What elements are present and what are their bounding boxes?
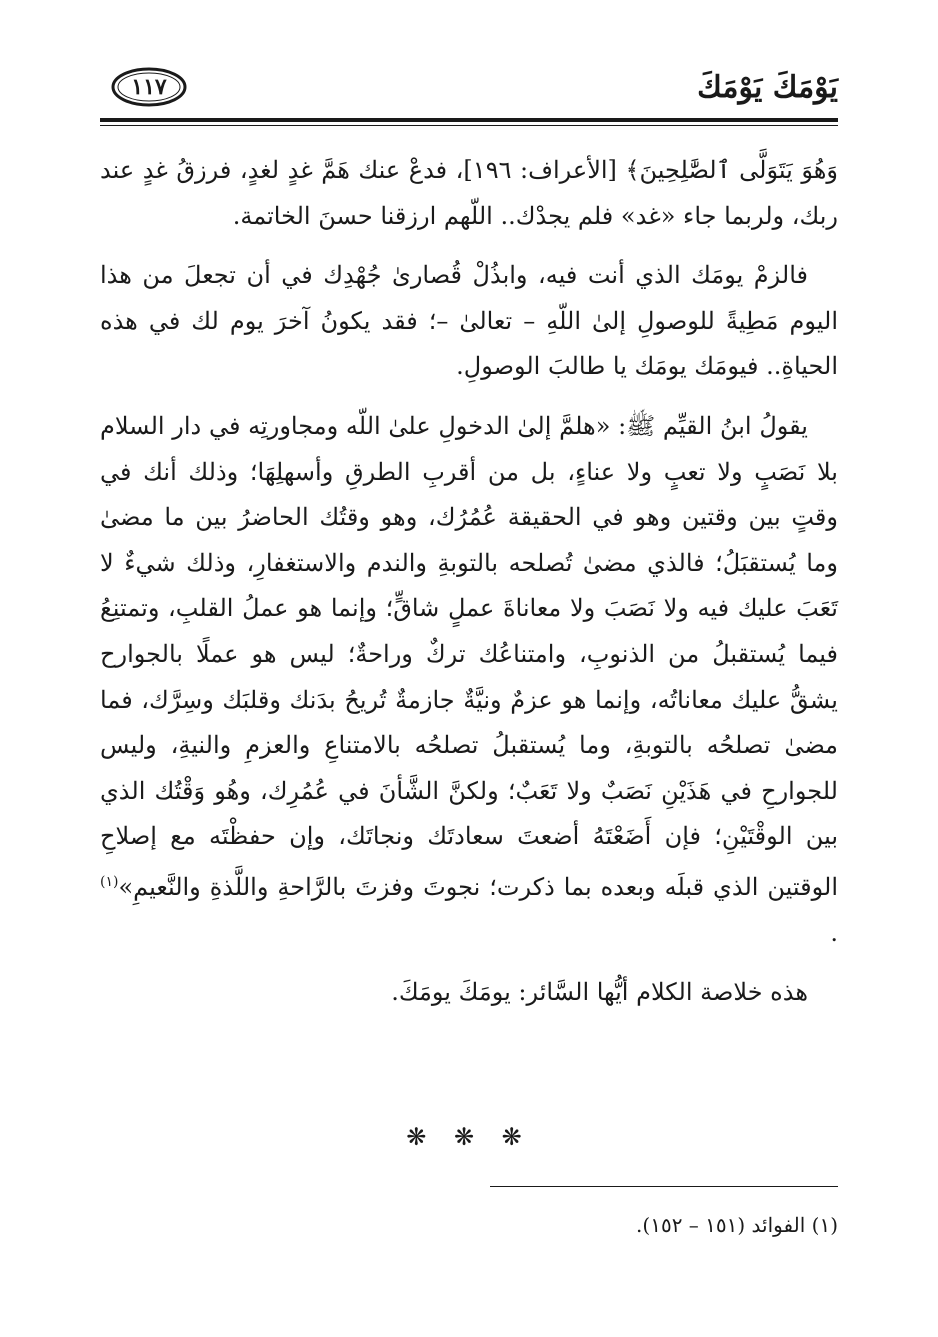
header-rule-thick: [100, 118, 838, 122]
footnote-marker: (١): [100, 873, 119, 890]
page-number: ١١٧: [131, 74, 167, 100]
footnote-rule: [490, 1186, 838, 1187]
quote-period: .: [830, 918, 838, 947]
running-title: يَوْمَكَ يَوْمَكَ: [697, 70, 838, 105]
page-header: [100, 66, 838, 114]
footnote: (١) الفوائد (١٥١ – ١٥٢).: [636, 1213, 838, 1237]
paragraph-4-closing: هذه خلاصة الكلام أيُّها السَّائر: يومَكَ يومَكَ.: [391, 978, 808, 1007]
paragraph-1: وَهُوَ يَتَوَلَّى ٱلصَّٰلِحِينَ﴾ [الأعراف: ١٩٦]، فدعْ عنك هَمَّ غدٍ لغدٍ، فرزقُ غدٍ عند ربك، ولربما جاء «غد» فلم يجدْك.. اللّهم ارزقنا حسنَ الخاتمة.: [100, 156, 838, 230]
paragraph-3-quote: [100, 404, 838, 956]
main-text: [100, 148, 838, 1016]
page-number-badge: [110, 66, 188, 108]
paragraph-2: فالزمْ يومَك الذي أنت فيه، وابذُلْ قُصارىٰ جُهْدِك في أن تجعلَ من هذا اليوم مَطِيةً للوصولِ إلىٰ اللّهِ – تعالىٰ –؛ فقد يكونُ آخرَ يوم لك في هذه الحياةِ.. فيومَك يومَك يا طالبَ الوصولِ.: [100, 261, 838, 381]
section-separator: ❋ ❋ ❋: [406, 1123, 532, 1151]
header-rule-thin: [100, 125, 838, 126]
quote-text: يقولُ ابنُ القيِّم ﷺ: «هلمَّ إلىٰ الدخولِ علىٰ اللّه ومجاورتِه في دار السلام بلا نَصَبٍ ولا تعبٍ ولا عناءٍ، بل من أقربِ الطرقِ وأسهلِهَا؛ وذلك أنك في وقتٍ بين وقتين وهو في الحقيقة عُمُرُك، وهو وقتُك الحاضرُ بين ما مضىٰ وما يُستقبَلُ؛ فالذي مضىٰ تُصلحه بالتوبةِ والندم والاستغفارِ، وذلك شيءٌ لا تَعَبَ عليك فيه ولا نَصَبَ ولا معاناةَ عملٍ شاقٍّ؛ وإنما هو عملُ القلبِ، وتمتنِعُ فيما يُستقبلُ من الذنوبِ، وامتناعُك تركٌ وراحةٌ؛ ليس هو عملًا بالجوارح يشقُّ عليك معاناتُه، وإنما هو عزمٌ ونيَّةٌ جازمةٌ تُريحُ بدَنك وقلبَك وسِرَّك، فما مضىٰ تصلحُه بالتوبةِ، وما يُستقبلُ تصلحُه بالامتناعِ والعزمِ والنيةِ، وليس للجوارحِ في هَذَيْنِ نَصَبٌ ولا تَعَبٌ؛ ولكنَّ الشَّأنَ في عُمُرِك، وهُو وَقْتُك الذي بين الوقْتَيْنِ؛ فإن أَضَعْتَهُ أضعتَ سعادتَك ونجاتَك، وإن حفظْتَه مع إصلاحِ الوقتين الذي قبلَه وبعده بما ذكرت؛ نجوتَ وفزتَ بالرَّاحةِ واللَّذةِ والنَّعيمِ»: [100, 411, 838, 901]
